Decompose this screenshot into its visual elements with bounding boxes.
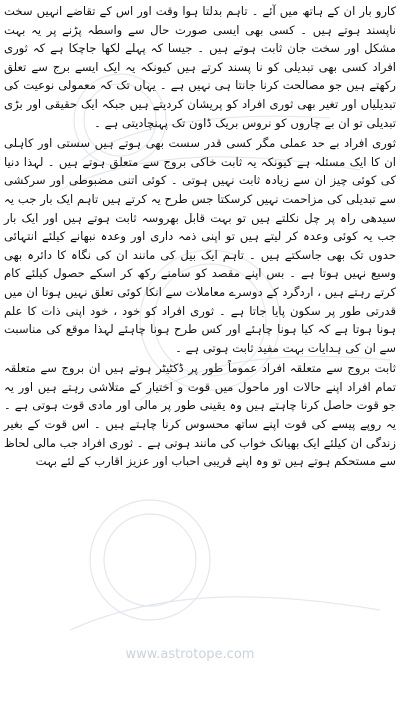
paragraph-3: ثابت بروج سے متعلقہ افراد عموماً طور پر ڈکٹیٹر ہوتے ہیں ان بروج سے متعلقہ تمام افراد اپنے حالات اور ماحول میں قوت و اختیار کے متلاشی رہتے ہیں اور یہ جو قوت حاصل کرنا چاہتے ہیں وہ یقینی طور پر مالی اور مادی قوت ہوتی ہے ۔ یہ روپے پیسے کی قوت اپنے ساتھ محسوس کرنا چاہتے ہیں ۔ اس قوت کے بغیر زندگی ان کیلئے ایک بھیانک خواب کی مانند ہوتی ہے ۔ ثوری افراد جب مالی لحاظ سے مستحکم ہوتے ہیں تو وہ اپنے قریبی احباب اور عزیز اقارب کے لئے بہت xyxy=(4,361,396,469)
paragraph-1: کارو بار ان کے ہاتھ میں آئے ۔ تاہم بدلتا ہوا وقت اور اس کے تقاضے انہیں سخت ناپسند ہوتے ہیں ۔ کسی بھی ایسی صورت حال سے واسطہ پڑنے پر یہ بہت مشکل اور سخت جان ثابت ہوتے ہیں ۔ جیسا کہ پہلے لکھا جاچکا ہے کہ ثوری افراد کسی بھی تبدیلی کو نا پسند کرتے ہیں کیونکہ یہ ایک ایسے برج سے تعلق رکھتے ہیں جو مصالحت کرنا جانتا ہی نہیں ہے ۔ یہاں تک کہ معمولی نوعیت کی تبدیلیاں اور تغیر بھی ثوری افراد کو پریشان کردیتے ہیں جبکہ ایک حقیقی اور بڑی تبدیلی تو ان بے چاروں کو نروس بریک ڈاون تک پہنچادیتی ہے ۔ xyxy=(4,4,396,130)
watermark-text: www.astrotope.com xyxy=(125,647,255,662)
paragraph-2: ثوری افراد بے حد عملی مگر کسی قدر سست بھی ہوتے ہیں سستی اور کاہلی ان کا ایک مسئلہ ہے کیونکہ یہ ثابت خاکی بروج سے متعلق ہوتے ہیں ۔ لہذا دنیا کی کوئی چیز ان سے زیادہ ثابت نہیں ہوتی ۔ کوئی اتنی مضبوطی اور سرکشی سے تبدیلی کی مزاحمت نہیں کرسکتا جس طرح یہ کرتے ہیں تاہم ایک بار جب یہ سیدھی راہ پر چل نکلتے ہیں تو بہت قابل بھروسہ ثابت ہوتے ہیں اور ایک بار جب یہ کوئی وعدہ کر لیتے ہیں تو اپنی ذمہ داری اور وعدہ نبھانے کیلئے انتہائی حدوں تک بھی جاسکتے ہیں ۔ تاہم ایک بیل کی مانند ان کی نگاہ کا دائرہ بھی وسیع نہیں ہوتا ہے ۔ بس اپنے مقصد کو سامنے رکھ کر اسکے حصول کیلئے کام کرتے رہتے ہیں ، اردگرد کے دوسرے معاملات سے انکا کوئی تعلق نہیں ہوتا ان میں قدرتی طور پر سکون پایا جاتا ہے ۔ ثوری افراد کو خود ، خود اپنی ذات کا علم ہونا ہوتا ہے کہ کیا ہونا چاہئے اور کس طرح ہونا چاہئے لہذا موقع کی مناسبت سے ان کی ہدایات بہت مفید ثابت ہوتی ہے ۔ xyxy=(4,136,396,355)
article-body xyxy=(4,2,396,471)
